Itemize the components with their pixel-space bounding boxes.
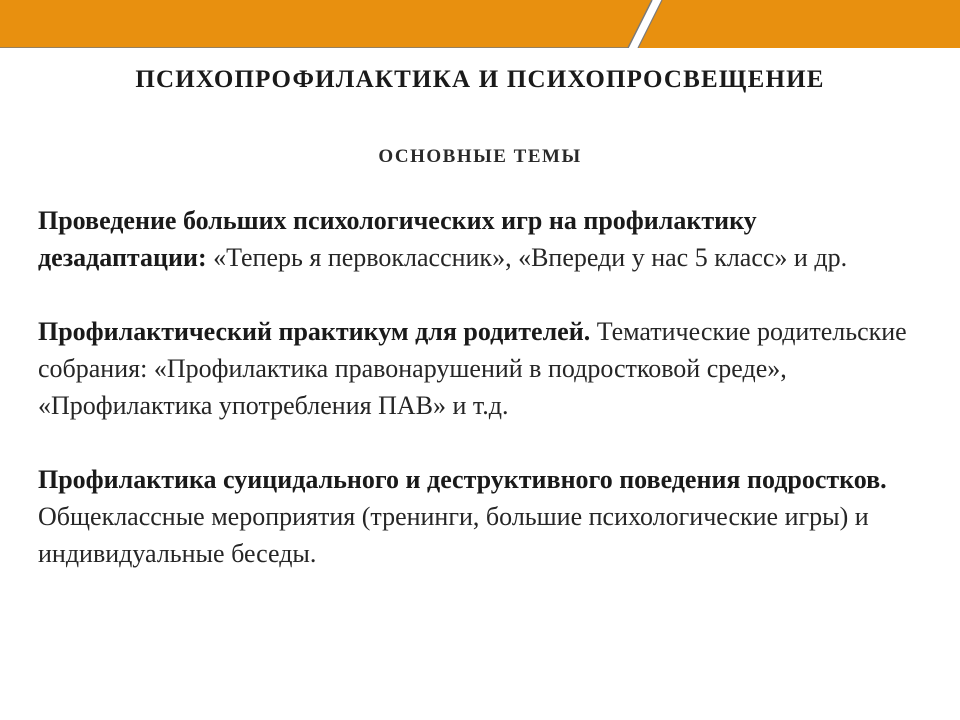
topic-item [38,461,928,572]
topic-text: Общеклассные мероприятия (тренинги, большие психологические игры) и индивидуальные беседы. [38,502,869,568]
accent-band [0,0,652,48]
topic-text: «Теперь я первоклассник», «Впереди у нас 5 класс» и др. [206,243,848,272]
section-subtitle: ОСНОВНЫЕ ТЕМЫ [378,146,582,167]
topic-heading: Проведение больших психологических игр на профилактику дезадаптации: [38,206,757,272]
topic-heading: Профилактический практикум для родителей. [38,317,591,346]
topics-list [38,202,928,609]
topic-heading: Профилактика суицидального и деструктивного поведения подростков. [38,465,887,494]
topic-item [38,313,928,424]
accent-band-right [638,0,960,48]
topic-item [38,202,928,276]
topic-text: Тематические родительские собрания: «Профилактика правонарушений в подростковой среде», «Профилактика употребления ПАВ» и т.д. [38,317,907,420]
page-title: ПСИХОПРОФИЛАКТИКА И ПСИХОПРОСВЕЩЕНИЕ [135,66,825,93]
top-accent-bar [0,0,960,48]
